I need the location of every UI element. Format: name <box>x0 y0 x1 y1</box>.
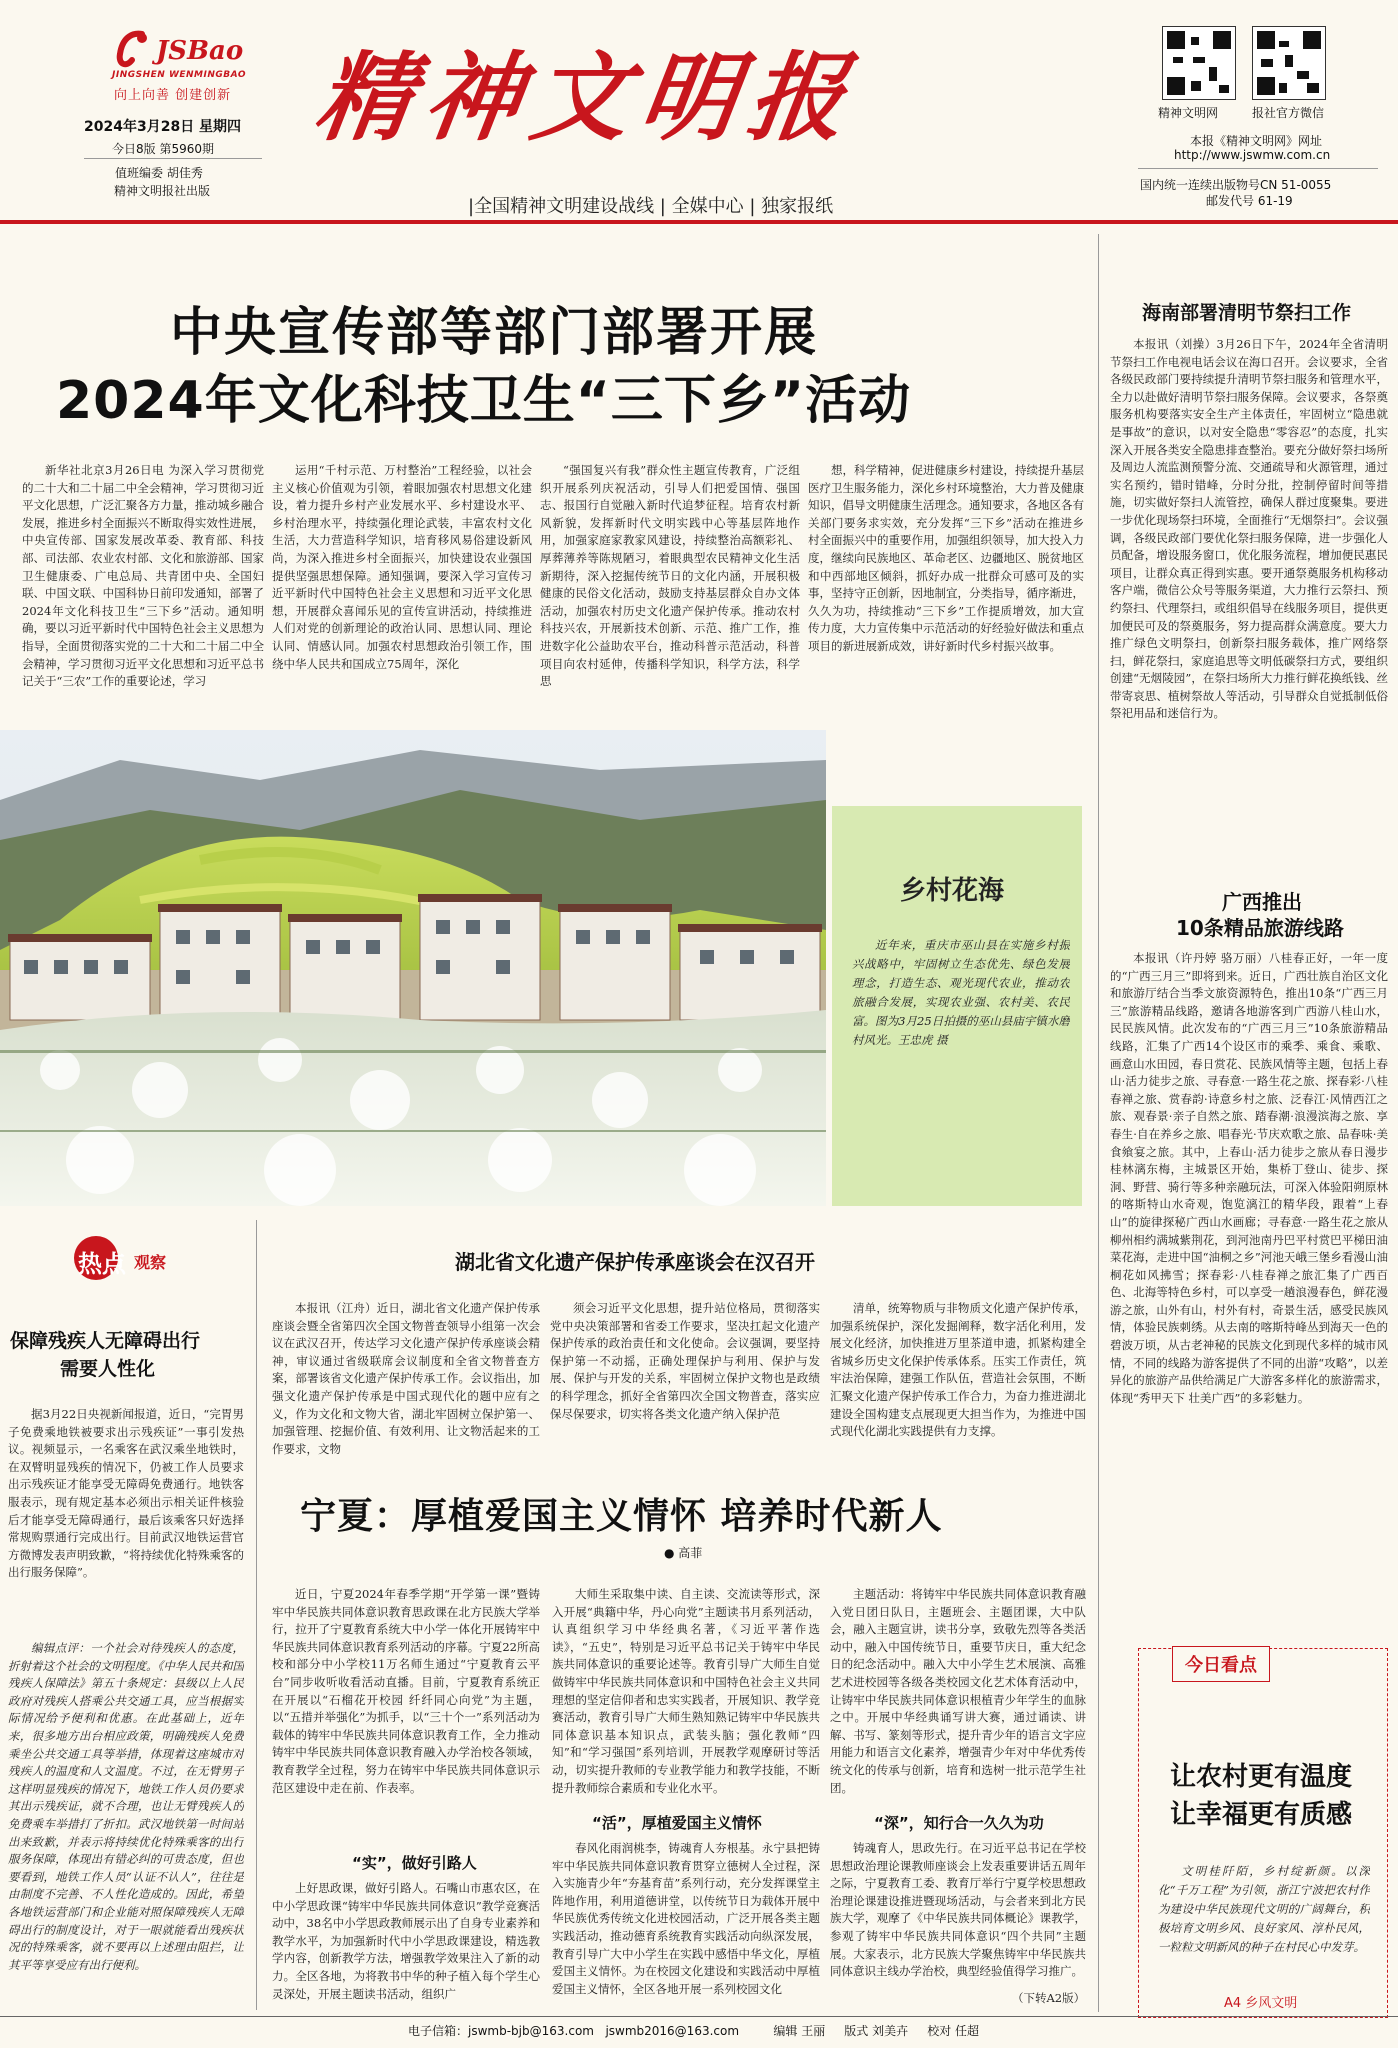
hotspot-comment: 编辑点评：一个社会对待残疾人的态度，折射着这个社会的文明程度。《中华人民共和国残疾人保障法》第五十条规定：县级以上人民政府对残疾人搭乘公共交通工具，应当根据实际情况给予便利和优惠。在此基础上，近年来，很多地方出台相应政策，明确残疾人免费乘坐公共交通工具等举措，体现着这座城市对残疾人的温度和人文温度。不过，在无臂男子这样明显残疾的情况下，地铁工作人员仍要求其出示残疾证，就不合理，也让无臂残疾人的免费乘车举措打了折扣。武汉地铁第一时间站出来致歉，并表示将持续优化特殊乘客的出行服务保障，体现出有错必纠的可贵态度，但也要看到，地铁工作人员“认证不认人”，往往是由制度不完善、不人性化造成的。因此，希望各地铁运营部门和企业能对照保障残疾人无障碍出行的制度设计，对于一眼就能看出残疾状况的特殊乘客，就不要再以上述理由阻拦，让其平等享受应有出行便利。 <box>8 1641 244 1972</box>
tagline-item: 全国精神文明建设战线 <box>474 196 655 217</box>
issue-number: 今日8版 第5960期 <box>112 142 214 156</box>
guangxi-title-line1: 广西推出 <box>1222 890 1302 914</box>
page-footer <box>408 2022 979 2039</box>
continued-note: （下转A2版） <box>1012 1991 1086 2005</box>
byline-name: 高菲 <box>678 1546 703 1560</box>
hainan-title: 海南部署清明节祭扫工作 <box>1142 302 1352 324</box>
feature-photo <box>0 730 826 1206</box>
ningxia-title: 宁夏：厚植爱国主义情怀 培养时代新人 <box>300 1496 943 1537</box>
footer-proof: 校对 任超 <box>927 2024 980 2038</box>
qr-caption-website: 精神文明网 <box>1158 106 1219 120</box>
ningxia-subhead-3: “深”，知行合一久久为功 <box>874 1814 1044 1832</box>
today-badge: 今日看点 <box>1172 1646 1270 1682</box>
photo-caption-bar <box>826 806 832 1206</box>
js-logo-icon <box>112 30 152 70</box>
qr-caption-wechat: 报社官方微信 <box>1252 106 1325 120</box>
lead-article-col4: 想，科学精神，促进健康乡村建设，持续提升基层医疗卫生服务能力，深化乡村环境整治，大力普及健康知识，倡导文明健康生活理念。通知要求，各地区各有关部门要务求实效，充分发挥“三下乡”活动在推进乡村全面振兴中的重要作用，加强组织领导，加大投入力度，继续向民族地区、革命老区、边疆地区、脱贫地区和中西部地区倾斜，抓好办成一批群众可感可及的实事，坚持守正创新，因地制宜，分类指导，循序渐进，久久为功，持续推动“三下乡”工作提质增效，加大宣传力度，大力宣传集中示范活动的好经验好做法和重点项目的新进展新成效，讲好新时代乡村振兴故事。 <box>808 463 1084 653</box>
lead-article-col3: “强国复兴有我”群众性主题宣传教育，广泛组织开展系列庆祝活动，引导人们把爱国情、强国志、报国行自觉融入新时代追梦征程。培育农村新风新貌，发挥新时代文明实践中心等基层阵地作用，加强家庭家教家风建设，持续整治高额彩礼、厚葬薄养等陈规陋习，着眼典型农民精神文化生活新期待，深入挖掘传统节日的文化内涵，开展积极健康的民俗文化活动，鼓励支持基层群众自办文体活动，加强农村历史文化遗产保护传承。推动农村科技兴农，开展新技术创新、示范、推广工作，推进数字化公益助农平台，推动科普示范活动，科普项目向农村延伸，传播科学知识，科学方法，科学思 <box>540 463 800 689</box>
ningxia-col2: 大师生采取集中读、自主读、交流读等形式，深入开展“典籍中华，丹心向党”主题读书月系列活动，认真组织学习中华经典名著，《习近平著作选读》，“五史”，特别是习近平总书记关于铸牢中华民族共同体意识的重要论述等。教育引导广大师生自觉做铸牢中华民族共同体意识和中国特色社会主义共同理想的坚定信仰者和忠实实践者，开展知识、教学竞赛活动，教育引导广大师生熟知熟记铸牢中华民族共同体意识基本知识点，武装头脑；强化教师“四知”和“学习强国”系列培训，开展教学观摩研讨等活动，切实提升教师的专业教学能力和教学技能，不断提升教师综合素质和专业化水平。 <box>552 1587 820 1795</box>
ningxia-col1b: 上好思政课，做好引路人。石嘴山市惠农区，在中小学思政课“铸牢中华民族共同体意识”教学竞赛活动中，38名中小学思政教师展示出了自身专业素养和教学水平，为加强新时代中小学思政课建设，精选教学内容，创新教学方法，增强教学效果注入了新的动力。全区各地，为将教书中华的种子植入每个学生心灵深处，开展主题读书活动，组织广 <box>272 1881 540 2001</box>
today-box <box>1138 1648 1388 2018</box>
hotspot-news: 据3月22日央视新闻报道，近日，“完胃男子免费乘地铁被要求出示残疾证”一事引发热议。视频显示，一名乘客在武汉乘坐地铁时，在双臂明显残疾的情况下，仍被工作人员要求出示残疾证才能享受无障碍免费通行。地铁客服表示，现有规定基本必须出示相关证件核验后才能享受无障碍通行，最后该乘客只好选择常规购票通行完成出行。目前武汉地铁运营官方微博发表声明致歉，“将持续优化特殊乘客的出行服务保障”。 <box>8 1407 244 1580</box>
masthead-title: 精神文明报 <box>309 41 865 154</box>
ningxia-col2b: 春风化雨润桃李，铸魂育人夯根基。永宁县把铸牢中华民族共同体意识教育贯穿立德树人全过程，深入实施青少年“夯基育苗”系列行动，充分发挥课堂主阵地作用，利用道德讲堂，以传统节日为载体开展中华民族优秀传统文化进校园活动，广泛开展各类主题实践活动，推动德育系统教育实践活动向纵深发展，教育引导广大中小学生在实践中感悟中华文化，厚植爱国主义情怀。为在校园文化建设和实践活动中厚植爱国主义情怀，全区各地开展一系列校园文化 <box>552 1841 820 1996</box>
masthead-divider <box>0 220 1398 224</box>
ningxia-byline: ● 高菲 <box>664 1546 703 1560</box>
hotspot-label-2: 观察 <box>134 1253 167 1272</box>
guangxi-article: 本报讯（许丹婷 骆万丽）八桂春正好，一年一度的“广西三月三”即将到来。近日，广西壮族自治区文化和旅游厅结合当季文旅资源特色，推出10条“广西三月三”旅游精品线路，邀请各地游客到广西游八桂山水，民民族风情。此次发布的“广西三月三”10条旅游精品线路，汇集了广西14个设区市的乘季、乘食、乘歌、画意山水田园，春日赏花、民族风情等主题，包括上春山·活力徒步之旅、寻春意·一路生花之旅、探春彩·八桂春禅之旅、赏春韵·诗意乡村之旅、泛春江·风情西江之旅、观春景·亲子自然之旅、踏春潮·浪漫滨海之旅、享春生·自在养乡之旅、唱春光·节庆欢歌之旅、品春味·美食飨宴之旅。其中，上春山·活力徒步之旅从春日漫步桂林漓东梅，主城景区开始，集桥丁登山、徒步、探洞、野营、骑行等多种亲融玩法，可深入体验阳朔原林的喀斯特山水奇观，饱览漓江的精华段，跟着“上春山”的旋律探秘广西山水画廊；寻春意·一路生花之旅从柳州相约满城紫荆花，到河池南丹巴平村赏巴平梯田油菜花海，走进中国“油桐之乡”河池天峨三堡乡看漫山油桐花如风拂雪；探春彩·八桂春禅之旅汇集了广西百色、北海等特色乡村，可以享受一趟浪漫春色，鲜花漫游之旅，山外有山，村外有村，奇景生活，感受民族风情，体验民族刺绣。从去南的喀斯特峰丛到海天一色的碧波万顷，从古老神秘的民族文化到现代多样的城市风情，不同的线路为游客提供了不同的出游“攻略”，以差异化的旅游产品供给满足广大游客多样化的旅游需求，体现“秀甲天下 壮美广西”的多彩魅力。 <box>1110 951 1388 1405</box>
hubei-col1: 本报讯（江舟）近日，湖北省文化遗产保护传承座谈会暨全省第四次全国文物普查领导小组第一次会议在武汉召开，传达学习文化遗产保护传承座谈会精神，审议通过省级联席会议制度和全省文物普查方案，部署该省文化遗产保护传承工作。会议指出，加强文化遗产保护传承是中国式现代化的题中应有之义，作为文化和文物大省，湖北牢固树立保护第一、加强管理、挖掘价值、有效利用、让文物活起来的工作要求，文物 <box>272 1301 540 1456</box>
ningxia-col1: 近日，宁夏2024年春季学期“开学第一课”暨铸牢中华民族共同体意识教育思政课在北方民族大学举行，拉开了宁夏教育系统大中小学一体化开展铸牢中华民族共同体意识教育系列活动的序幕。宁夏22所高校和部分中小学校11万名师生通过“宁夏教育云平台”同步收听收看活动直播。目前，宁夏教育系统正在开展以“石榴花开校园 纤纤同心向党”为主题，以“五措并举强化”为抓手，以“三十个一”系列活动为载体的铸牢中华民族共同体意识教育工作，全力推动铸牢中华民族共同体意识教育融入办学治校各领域，教育教学全过程，努力在铸牢中华民族共同体意识示范区建设中走在前、作表率。 <box>272 1587 540 1795</box>
hotspot-badge <box>74 1236 184 1282</box>
hotspot-title-line2: 需要人性化 <box>60 1358 156 1380</box>
masthead-tagline: |全国精神文明建设战线 | 全媒中心 | 独家报纸 <box>468 196 834 217</box>
footer-email-label: 电子信箱： <box>408 2024 469 2038</box>
hotspot-label: 热点 <box>78 1250 126 1278</box>
hubei-col3: 清单，统筹物质与非物质文化遗产保护传承，加强系统保护，深化发掘阐释，数字活化利用，发展文化经济，加快推进万里茶道申遗，抓紧构建全省城乡历史文化保护传承体系。压实工作责任，筑牢法治保障，建强工作队伍，营造社会氛围，不断汇聚文化遗产保护传承工作合力，为奋力推进湖北建设全国构建支点展现更大担当作为，为推进中国式现代化湖北实践提供有力支撑。 <box>830 1301 1086 1439</box>
hubei-title: 湖北省文化遗产保护传承座谈会在汉召开 <box>455 1250 815 1274</box>
issue-date: 2024年3月28日 星期四 <box>84 119 242 135</box>
photo-caption: 近年来，重庆市巫山县在实施乡村振兴战略中，牢固树立生态优先、绿色发展理念，打造生态、观光现代农业，推动农旅融合发展，实现农业强、农村美、农民富。图为3月25日拍摄的巫山县庙宇镇水磨村风光。王忠虎 摄 <box>852 938 1070 1047</box>
qr-code-wechat[interactable] <box>1252 26 1326 100</box>
slogan: 向上向善 创建创新 <box>114 88 232 103</box>
logo-brand-text: JSBao <box>156 36 244 66</box>
hotspot-title-line1: 保障残疾人无障碍出行 <box>10 1330 201 1352</box>
hubei-col2: 须会习近平文化思想，提升站位格局，贯彻落实党中央决策部署和省委工作要求，坚决扛起文化遗产保护传承的政治责任和文化使命。会议强调，要坚持保护第一不动摇，正确处理保护与利用、保护与发展、保护与开发的关系，牢固树立保护文物也是政绩的科学理念，抓好全省第四次全国文物普查，落实应保尽保要求，切实将各类文化遗产纳入保护范 <box>550 1301 820 1421</box>
brand-logo <box>112 30 262 70</box>
qr-code-website[interactable] <box>1162 26 1236 100</box>
tagline-item: 全媒中心 <box>671 196 744 217</box>
lead-headline-line1: 中央宣传部等部门部署开展 <box>170 303 819 363</box>
masthead <box>0 0 1398 234</box>
tagline-item: 独家报纸 <box>761 196 834 217</box>
postal-code: 邮发代号 61-19 <box>1206 194 1293 208</box>
footer-email-2[interactable]: jswmb2016@163.com <box>605 2024 740 2038</box>
website-url[interactable]: http://www.jswmw.com.cn <box>1174 148 1331 162</box>
lead-headline-line2: 2024年文化科技卫生“三下乡”活动 <box>56 371 912 431</box>
ningxia-col3b: 铸魂育人，思政先行。在习近平总书记在学校思想政治理论课教师座谈会上发表重要讲话五周年之际，宁夏教育工委、教育厅举行宁夏学校思想政治理论课建设推进暨现场活动，与会者来到北方民族大学，观摩了《中华民族共同体概论》课教学，参观了铸牢中华民族共同体意识“四个共同”主题展。大家表示，北方民族大学聚焦铸牢中华民族共同体意识主线办学治校，典型经验值得学习推广。 <box>830 1841 1086 1979</box>
website-label: 本报《精神文明网》网址 <box>1190 134 1323 148</box>
logo-pinyin: JINGSHEN WENMINGBAO <box>112 70 246 80</box>
photo-title: 乡村花海 <box>900 876 1005 906</box>
tagline-item: | <box>468 196 475 217</box>
ningxia-subhead-1: “实”，做好引路人 <box>352 1854 477 1872</box>
hainan-article: 本报讯（刘操）3月26日下午，2024年全省清明节祭扫工作电视电话会议在海口召开。会议要求，全省各级民政部门要持续提升清明节祭扫服务和管理水平，全力以赴做好清明节祭扫服务保障。会议要求，各祭奠服务机构要落实安全生产主体责任，牢固树立“隐患就是事故”的意识，以对安全隐患“零容忍”的态度，扎实深入开展各类安全隐患排查整治。要充分做好祭扫场所及周边人流监测预警分流、交通疏导和火源管理，通过实名预约，错时错峰，分时分批，控制停留时间等措施，切实做好祭扫人流管控，确保人群过度聚集。要进一步优化现场祭扫环境，全面推行“无烟祭扫”。会议强调，各级民政部门要优化祭扫服务保障，进一步强化人员配备，增设服务窗口，优化服务流程，增加便民惠民项目，让群众真正得到实惠。要开通祭奠服务机构移动客户端，微信公众号等服务渠道，大力推行云祭扫、预约祭扫、代理祭扫，或组织倡导在线服务项目，提供更加便民可及的祭奠服务，努力提高群众满意度。要大力推广绿色文明祭扫，创新祭扫服务载体，推广网络祭扫，鲜花祭扫，家庭追思等文明低碳祭扫方式，要组织创建“无烟陵园”，在祭扫场所大力推行鲜花换纸钱、丝带寄哀思、植树祭故人等活动，引导群众自觉抵制低俗祭祀用品和迷信行为。 <box>1110 337 1388 721</box>
today-title-line1: 让农村更有温度 <box>1170 1762 1353 1792</box>
cn-number: 国内统一连续出版物号CN 51-0055 <box>1140 178 1332 192</box>
today-title-line2: 让幸福更有质感 <box>1170 1800 1353 1830</box>
footer-editor: 编辑 王丽 <box>773 2024 826 2038</box>
today-page-link[interactable]: A4 乡风文明 <box>1218 1992 1303 2011</box>
footer-email-1[interactable]: jswmb-bjb@163.com <box>468 2024 594 2038</box>
footer-designer: 版式 刘美卉 <box>844 2024 909 2038</box>
lead-article-col1: 新华社北京3月26日电 为深入学习贯彻党的二十大和二十届二中全会精神，学习贯彻习近平文化思想，广泛汇聚各方力量，推动城乡融合发展，推进乡村全面振兴不断取得实效性进展，中央宣传部、国家发展改革委、教育部、科技部、司法部、农业农村部、文化和旅游部、国家卫生健康委、广电总局、共青团中央、全国妇联、中国文联、中国科协日前印发通知，部署了2024年文化科技卫生“三下乡”活动。通知明确，要以习近平新时代中国特色社会主义思想为指导，全面贯彻落实党的二十大和二十届二中全会精神，学习贯彻习近平文化思想和习近平总书记关于“三农”工作的重要论述，学习 <box>22 463 264 689</box>
lead-article-col2: 运用“千村示范、万村整治”工程经验，以社会主义核心价值观为引领，着眼加强农村思想文化建设，着力提升乡村产业发展水平、乡村建设水平、乡村治理水平，持续强化理论武装，丰富农村文化生活，大力营造科学知识，培育移风易俗建设新风尚，为深入推进乡村全面振兴，加快建设农业强国提供坚强思想保障。通知强调，要深入学习宣传习近平新时代中国特色社会主义思想和习近平文化思想，开展群众喜闻乐见的宣传宣讲活动，持续推进人们对党的创新理论的政治认同、思想认同、理论认同、情感认同。加强农村思想政治引领工作，围绕中华人民共和国成立75周年，深化 <box>272 463 532 671</box>
today-summary: 文明桂阡陌，乡村绽新颜。以深化“千万工程”为引领，浙江宁波把农村作为建设中华民族现代文明的广阔舞台，积极培育文明乡风、良好家风、淳朴民风，一粒粒文明新风的种子在村民心中发芽。 <box>1158 1864 1370 1954</box>
village-landscape-image <box>0 730 826 1206</box>
ningxia-subhead-2: “活”，厚植爱国主义情怀 <box>592 1814 762 1832</box>
duty-editor: 值班编委 胡佳秀 <box>115 166 203 180</box>
publisher: 精神文明报社出版 <box>114 184 211 198</box>
guangxi-title-line2: 10条精品旅游线路 <box>1176 916 1344 940</box>
ningxia-col3: 主题活动：将铸牢中华民族共同体意识教育融入党日团日队日，主题班会、主题团课，大中队会，融入主题宣讲，读书分享，致敬先烈等各类活动中，融入中国传统节日，重要节庆日，重大纪念日的纪念活动中。融入大中小学生艺术展演、高雅艺术进校园等各级各类校园文化艺术体育活动中，让铸牢中华民族共同体意识根植青少年学生的血脉之中。开展中华经典诵写讲大赛，通过诵读、讲解、书写、篆刻等形式，提升青少年的语言文字应用能力和语言文化素养，增强青少年对中华优秀传统文化的传承与创新，培育和选树一批示范学生社团。 <box>830 1587 1086 1795</box>
